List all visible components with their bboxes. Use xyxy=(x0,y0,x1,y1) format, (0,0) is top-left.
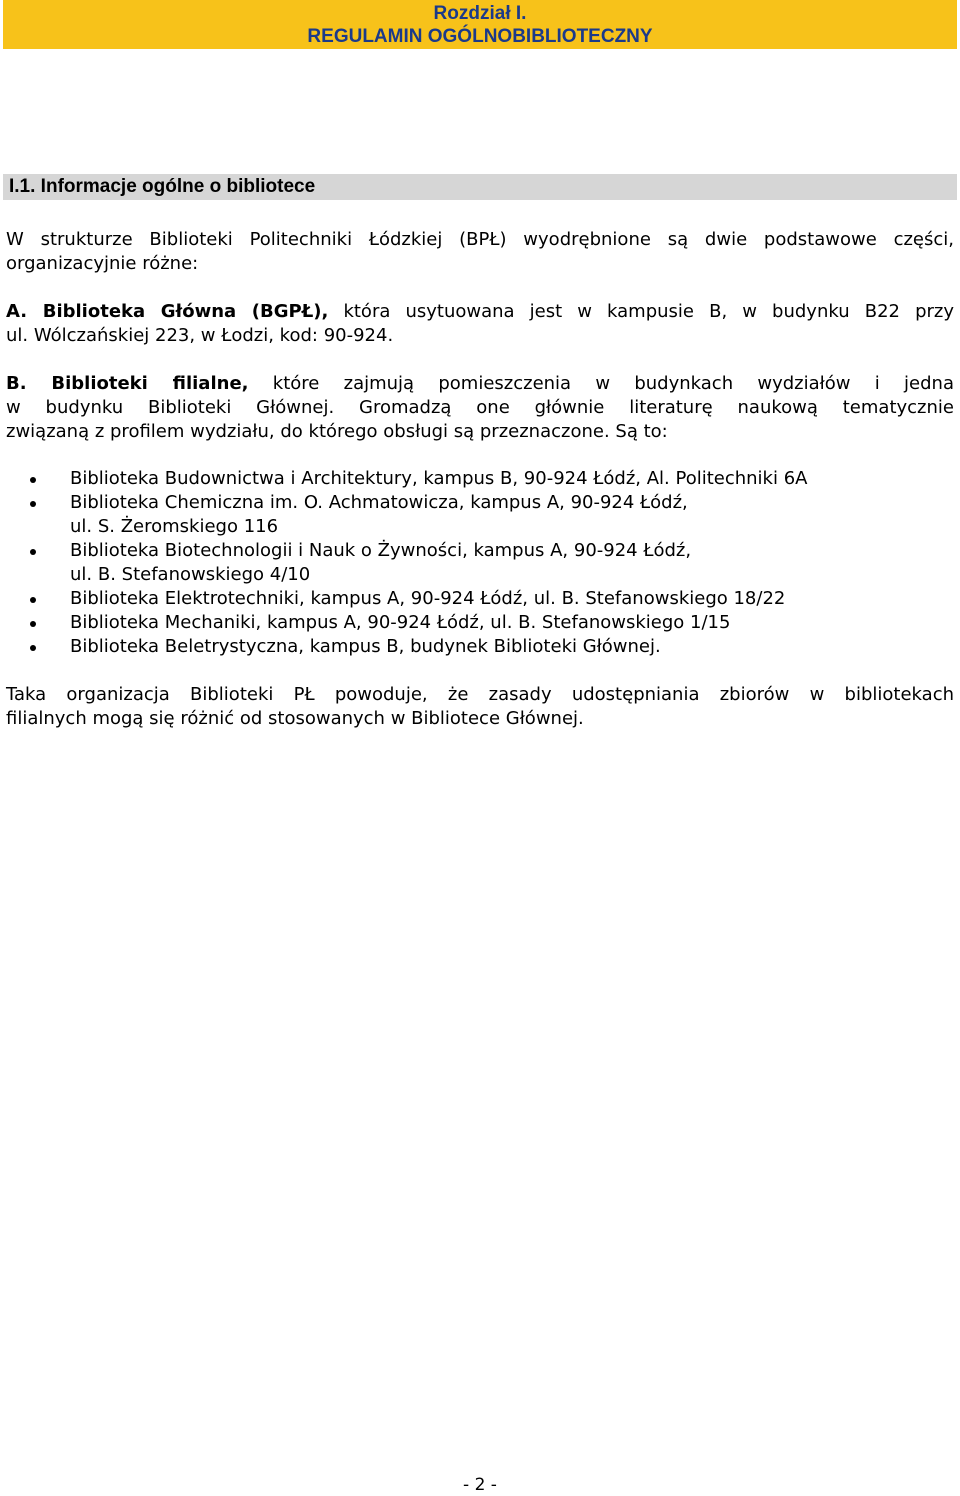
page-number: - 2 - xyxy=(463,1475,497,1495)
bullet-icon xyxy=(30,597,36,603)
list-item: Biblioteka Chemiczna im. O. Achmatowicza, kampus A, 90-924 Łódź, xyxy=(0,491,960,515)
chapter-number: Rozdział I. xyxy=(433,3,527,24)
part-a-label: A. Biblioteka Główna (BGPŁ), xyxy=(6,301,329,322)
intro-line: organizacyjnie różne: xyxy=(6,253,199,274)
part-a-line xyxy=(6,300,954,324)
bullet-icon xyxy=(30,501,36,507)
bullet-icon xyxy=(30,477,36,483)
part-b-paragraph xyxy=(6,372,954,444)
part-a-text: która usytuowana jest w kampusie B, w budynku B22 przy xyxy=(328,301,954,322)
closing-paragraph xyxy=(6,683,954,731)
part-b-line: w budynku Biblioteki Głównej. Gromadzą one głównie literaturę naukową tematycznie xyxy=(6,397,954,418)
closing-line: filialnych mogą się różnić od stosowanych w Bibliotece Głównej. xyxy=(6,708,584,729)
list-item: Biblioteka Mechaniki, kampus A, 90-924 Łódź, ul. B. Stefanowskiego 1/15 xyxy=(0,611,960,635)
bullet-icon xyxy=(30,645,36,651)
bullet-icon xyxy=(30,549,36,555)
part-a-line: ul. Wólczańskiej 223, w Łodzi, kod: 90-924. xyxy=(6,325,394,346)
list-item: Biblioteka Budownictwa i Architektury, kampus B, 90-924 Łódź, Al. Politechniki 6A xyxy=(0,467,960,491)
list-item: Biblioteka Beletrystyczna, kampus B, budynek Biblioteki Głównej. xyxy=(0,635,960,659)
list-item: Biblioteka Elektrotechniki, kampus A, 90-924 Łódź, ul. B. Stefanowskiego 18/22 xyxy=(0,587,960,611)
part-b-line: związaną z profilem wydziału, do którego obsługi są przeznaczone. Są to: xyxy=(6,421,668,442)
section-heading: I.1. Informacje ogólne o bibliotece xyxy=(3,174,957,200)
chapter-banner xyxy=(3,0,957,49)
part-b-line xyxy=(6,372,954,396)
chapter-title: REGULAMIN OGÓLNOBIBLIOTECZNY xyxy=(307,26,653,47)
list-item-continuation: ul. B. Stefanowskiego 4/10 xyxy=(70,564,311,585)
part-a-paragraph xyxy=(6,300,954,348)
closing-line: Taka organizacja Biblioteki PŁ powoduje, że zasady udostępniania zbiorów w bibliotekach xyxy=(6,684,954,705)
bullet-icon xyxy=(30,621,36,627)
intro-paragraph xyxy=(6,228,954,276)
list-item: Biblioteka Biotechnologii i Nauk o Żywności, kampus A, 90-924 Łódź, xyxy=(0,539,960,563)
part-b-label: B. Biblioteki filialne, xyxy=(6,373,249,394)
list-item-continuation: ul. S. Żeromskiego 116 xyxy=(70,516,279,537)
intro-line: W strukturze Biblioteki Politechniki Łódzkiej (BPŁ) wyodrębnione są dwie podstawowe części, xyxy=(6,229,954,250)
part-b-text: które zajmują pomieszczenia w budynkach wydziałów i jedna xyxy=(248,373,954,394)
